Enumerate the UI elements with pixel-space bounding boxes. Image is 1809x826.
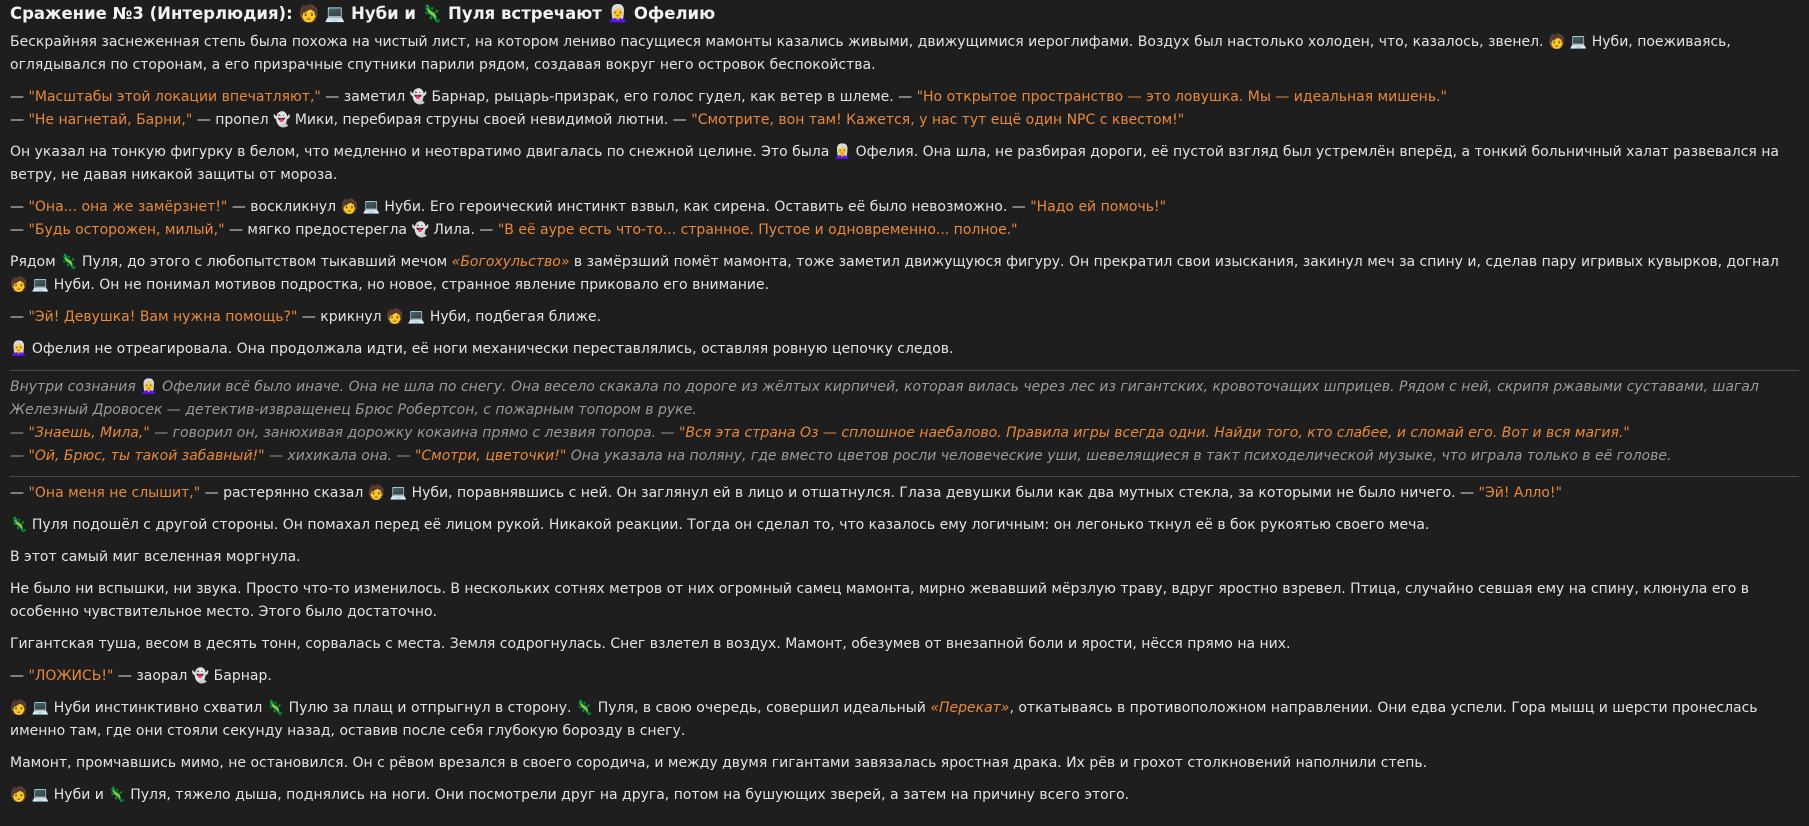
ofelia-icon: 👩‍🦳 bbox=[10, 341, 28, 357]
text: Мики, перебирая струны своей невидимой лютни. — bbox=[290, 112, 692, 128]
nubi-icon: 🧑 💻 bbox=[10, 277, 50, 293]
nubi-icon: 🧑 💻 bbox=[1547, 34, 1588, 50]
dream-dialogue-line: — "Знаешь, Мила," — говорил он, занюхивая дорожку кокаина прямо с лезвия топора. — "Вся эта страна Оз — сплошное наебалово. Правила игры всегда одни. Найди того, кто слабее, и сломай его. Вот и вся магия." bbox=[10, 425, 1630, 441]
skill-name: «Перекат» bbox=[930, 700, 1010, 716]
nubi-icon: 🧑 💻 bbox=[386, 309, 426, 325]
quote: "Будь осторожен, милый," bbox=[28, 222, 225, 238]
text: — заметил bbox=[320, 89, 410, 105]
divider bbox=[10, 370, 1799, 371]
paragraph-fight: Мамонт, промчавшись мимо, не остановился. Он с рёвом врезался в своего сородича, и между двумя гигантами завязалась яростная драка. Их рёв и грохот столкновений наполнили степь. bbox=[10, 755, 1428, 771]
quote: "В её ауре есть что-то... странное. Пустое и одновременно... полное." bbox=[497, 222, 1018, 238]
text: в замёрзший помёт мамонта, тоже заметил движущуюся фигуру. Он прекратил свои изыскания, закинул меч за спину и, сделав пару игривых кувырков, догнал bbox=[569, 254, 1779, 270]
text: Пуля, в свою очередь, совершил идеальный bbox=[593, 700, 931, 716]
text: Лила. — bbox=[428, 222, 498, 238]
quote: "ЛОЖИСЬ!" bbox=[28, 668, 114, 684]
dialogue-line: — "Она... она же замёрзнет!" — воскликнул 🧑 💻 Нуби. Его героический инстинкт взвыл, как сирена. Оставить её было невозможно. — "Надо ей помочь!" bbox=[10, 199, 1167, 215]
story-title: Сражение №3 (Интерлюдия): 🧑 💻 Нуби и 🦎 Пуля встречают 👩‍🦳 Офелию bbox=[10, 4, 716, 23]
dream-dialogue-line: — "Ой, Брюс, ты такой забавный!" — хихикала она. — "Смотри, цветочки!" Она указала на поляну, где вместо цветов росли человеческие уши, шевелящиеся в такт психоделической музыке, что играла только в её голове. bbox=[10, 448, 1672, 464]
paragraph-ofelia bbox=[10, 141, 1799, 187]
paragraph-dodge bbox=[10, 697, 1799, 743]
paragraph-no-reaction bbox=[10, 338, 1799, 361]
paragraph-final bbox=[10, 784, 1799, 807]
quote: "Эй! Алло!" bbox=[1478, 485, 1562, 501]
paragraph-charge: Гигантская туша, весом в десять тонн, сорвалась с места. Земля содрогнулась. Снег взлетел в воздух. Мамонт, обезумев от внезапной боли и ярости, нёсся прямо на них. bbox=[10, 636, 1291, 652]
paragraph-mammoth: Не было ни вспышки, ни звука. Просто что-то изменилось. В нескольких сотнях метров от них огромный самец мамонта, мирно жевавший мёрзлую траву, вдруг яростно взревел. Птица, случайно севшая ему на спину, клюнула его в особенно чувствительное место. Этого было достаточно. bbox=[10, 581, 1750, 620]
nubi-icon: 🧑 💻 bbox=[10, 700, 50, 716]
quote: "Вся эта страна Оз — сплошное наебалово. Правила игры всегда одни. Найди того, кто слабее, и сломай его. Вот и вся магия." bbox=[678, 425, 1630, 441]
ofelia-icon: 👩‍🦳 bbox=[140, 379, 158, 395]
quote: "Она... она же замёрзнет!" bbox=[28, 199, 228, 215]
lizard-icon: 🦎 bbox=[108, 787, 126, 803]
text: — хихикала она. — bbox=[264, 448, 415, 464]
quote: "Ой, Брюс, ты такой забавный!" bbox=[28, 448, 265, 464]
text: Он указал на тонкую фигурку в белом, что медленно и неотвратимо двигалась по снежной целине. Это была bbox=[10, 144, 834, 160]
dialogue-line: — "Будь осторожен, милый," — мягко предостерегла 👻 Лила. — "В её ауре есть что-то... странное. Пустое и одновременно... полное." bbox=[10, 222, 1018, 238]
quote: "Масштабы этой локации впечатляют," bbox=[28, 89, 321, 105]
ghost-icon: 👻 bbox=[272, 112, 291, 128]
text: — заорал bbox=[113, 668, 192, 684]
text: Нуби и bbox=[49, 787, 109, 803]
text: Офелии всё было иначе. Она не шла по снегу. Она весело скакала по дороге из жёлтых кирпичей, которая вилась через лес из гигантских, кровоточащих шприцев. Рядом с ней, скрипя ржавыми суставами, шагал Железный Дровосек — детектив-извращенец Брюс Робертсон, с пожарным топором в руке. bbox=[10, 379, 1759, 418]
nubi-icon: 🧑 💻 bbox=[340, 199, 380, 215]
dream-paragraph bbox=[10, 376, 1799, 422]
quote: "Эй! Девушка! Вам нужна помощь?" bbox=[28, 309, 298, 325]
nubi-icon: 🧑 💻 bbox=[367, 485, 408, 501]
text: Офелия. Она шла, не разбирая дороги, её пустой взгляд был устремлён вперёд, а тонкий больничный халат развевался на ветру, не давая никакой защиты от мороза. bbox=[10, 144, 1780, 183]
text: Нуби, подбегая ближе. bbox=[425, 309, 602, 325]
text: Нуби, поравнявшись с ней. Он заглянул ей в лицо и отшатнулся. Глаза девушки были как два мутных стекла, за которыми не было ничего. — bbox=[407, 485, 1479, 501]
text: Она указала на поляну, где вместо цветов росли человеческие уши, шевелящиеся в такт психоделической музыке, что играла только в её голове. bbox=[566, 448, 1672, 464]
ghost-icon: 👻 bbox=[411, 222, 429, 238]
text: Нуби инстинктивно схватил bbox=[49, 700, 267, 716]
ofelia-icon: 👩‍🦳 bbox=[833, 144, 852, 160]
text: — мягко предостерегла bbox=[224, 222, 412, 238]
quote: "Смотри, цветочки!" bbox=[414, 448, 567, 464]
quote: "Знаешь, Мила," bbox=[28, 425, 150, 441]
paragraph-poke bbox=[10, 514, 1799, 537]
text: Пуля, тяжело дыша, поднялись на ноги. Они посмотрели друг на друга, потом на бушующих зверей, а затем на причину всего этого. bbox=[125, 787, 1130, 803]
dialogue-line: — "Не нагнетай, Барни," — пропел 👻 Мики, перебирая струны своей невидимой лютни. — "Смотрите, вон там! Кажется, у нас тут ещё один NPC с квестом!" bbox=[10, 112, 1185, 128]
nubi-icon: 🧑 💻 bbox=[10, 787, 50, 803]
quote: "Надо ей помочь!" bbox=[1030, 199, 1167, 215]
ghost-icon: 👻 bbox=[191, 668, 210, 684]
text: Офелия не отреагировала. Она продолжала идти, её ноги механически переставлялись, оставляя ровную цепочку следов. bbox=[27, 341, 954, 357]
lizard-icon: 🦎 bbox=[575, 700, 594, 716]
text: Внутри сознания bbox=[10, 379, 141, 395]
quote: "Она меня не слышит," bbox=[28, 485, 201, 501]
dialogue-line: — "Масштабы этой локации впечатляют," — заметил 👻 Барнар, рыцарь-призрак, его голос гудел, как ветер в шлеме. — "Но открытое пространство — это ловушка. Мы — идеальная мишень." bbox=[10, 89, 1447, 105]
paragraph-blink: В этот самый миг вселенная моргнула. bbox=[10, 549, 301, 565]
text: Рядом bbox=[10, 254, 61, 270]
text: Пуля подошёл с другой стороны. Он помахал перед её лицом рукой. Никакой реакции. Тогда он сделал то, что казалось ему логичным: он легонько ткнул её в бок рукоятью своего меча. bbox=[27, 517, 1430, 533]
text: Нуби. Его героический инстинкт взвыл, как сирена. Оставить её было невозможно. — bbox=[379, 199, 1031, 215]
dialogue-line: — "Эй! Девушка! Вам нужна помощь?" — крикнул 🧑 💻 Нуби, подбегая ближе. bbox=[10, 309, 602, 325]
quote: "Смотрите, вон там! Кажется, у нас тут ещё один NPC с квестом!" bbox=[691, 112, 1185, 128]
text: — говорил он, занюхивая дорожку кокаина прямо с лезвия топора. — bbox=[149, 425, 679, 441]
text: Барнар, рыцарь-призрак, его голос гудел, как ветер в шлеме. — bbox=[427, 89, 917, 105]
text: — пропел bbox=[192, 112, 273, 128]
lizard-icon: 🦎 bbox=[10, 517, 28, 533]
lizard-icon: 🦎 bbox=[60, 254, 78, 270]
text: Бескрайняя заснеженная степь была похожа на чистый лист, на котором лениво пасущиеся мамонты казались живыми, движущимися иероглифами. Воздух был настолько холоден, что, казалось, звенел. bbox=[10, 34, 1548, 50]
dream-block bbox=[10, 376, 1799, 468]
text: , откатываясь в противоположном направлении. Они едва успели. Гора мышц и шерсти пронеслась именно там, где они стояли секунду назад, оставив после себя глубокую борозду в снегу. bbox=[10, 700, 1758, 739]
text: Пулю за плащ и отпрыгнул в сторону. bbox=[284, 700, 576, 716]
paragraph-pulya bbox=[10, 251, 1799, 297]
paragraph-intro bbox=[10, 31, 1799, 77]
text: — воскликнул bbox=[227, 199, 341, 215]
lizard-icon: 🦎 bbox=[266, 700, 285, 716]
dialogue-line: — "Она меня не слышит," — растерянно сказал 🧑 💻 Нуби, поравнявшись с ней. Он заглянул ей в лицо и отшатнулся. Глаза девушки были как два мутных стекла, за которыми не было ничего. — "Эй! Алло!" bbox=[10, 485, 1562, 501]
ghost-icon: 👻 bbox=[409, 89, 428, 105]
text: Барнар. bbox=[209, 668, 272, 684]
divider bbox=[10, 476, 1799, 477]
sword-name: «Богохульство» bbox=[451, 254, 570, 270]
quote: "Не нагнетай, Барни," bbox=[28, 112, 193, 128]
text: Пуля, до этого с любопытством тыкавший мечом bbox=[77, 254, 452, 270]
text: Нуби, поеживаясь, оглядывался по сторонам, а его призрачные спутники парили рядом, создавая вокруг него островок беспокойства. bbox=[10, 34, 1731, 73]
text: Нуби. Он не понимал мотивов подростка, но новое, странное явление приковало его внимание. bbox=[49, 277, 770, 293]
text: — растерянно сказал bbox=[200, 485, 368, 501]
quote: "Но открытое пространство — это ловушка. Мы — идеальная мишень." bbox=[916, 89, 1447, 105]
text: — крикнул bbox=[297, 309, 387, 325]
dialogue-line: — "ЛОЖИСЬ!" — заорал 👻 Барнар. bbox=[10, 668, 272, 684]
